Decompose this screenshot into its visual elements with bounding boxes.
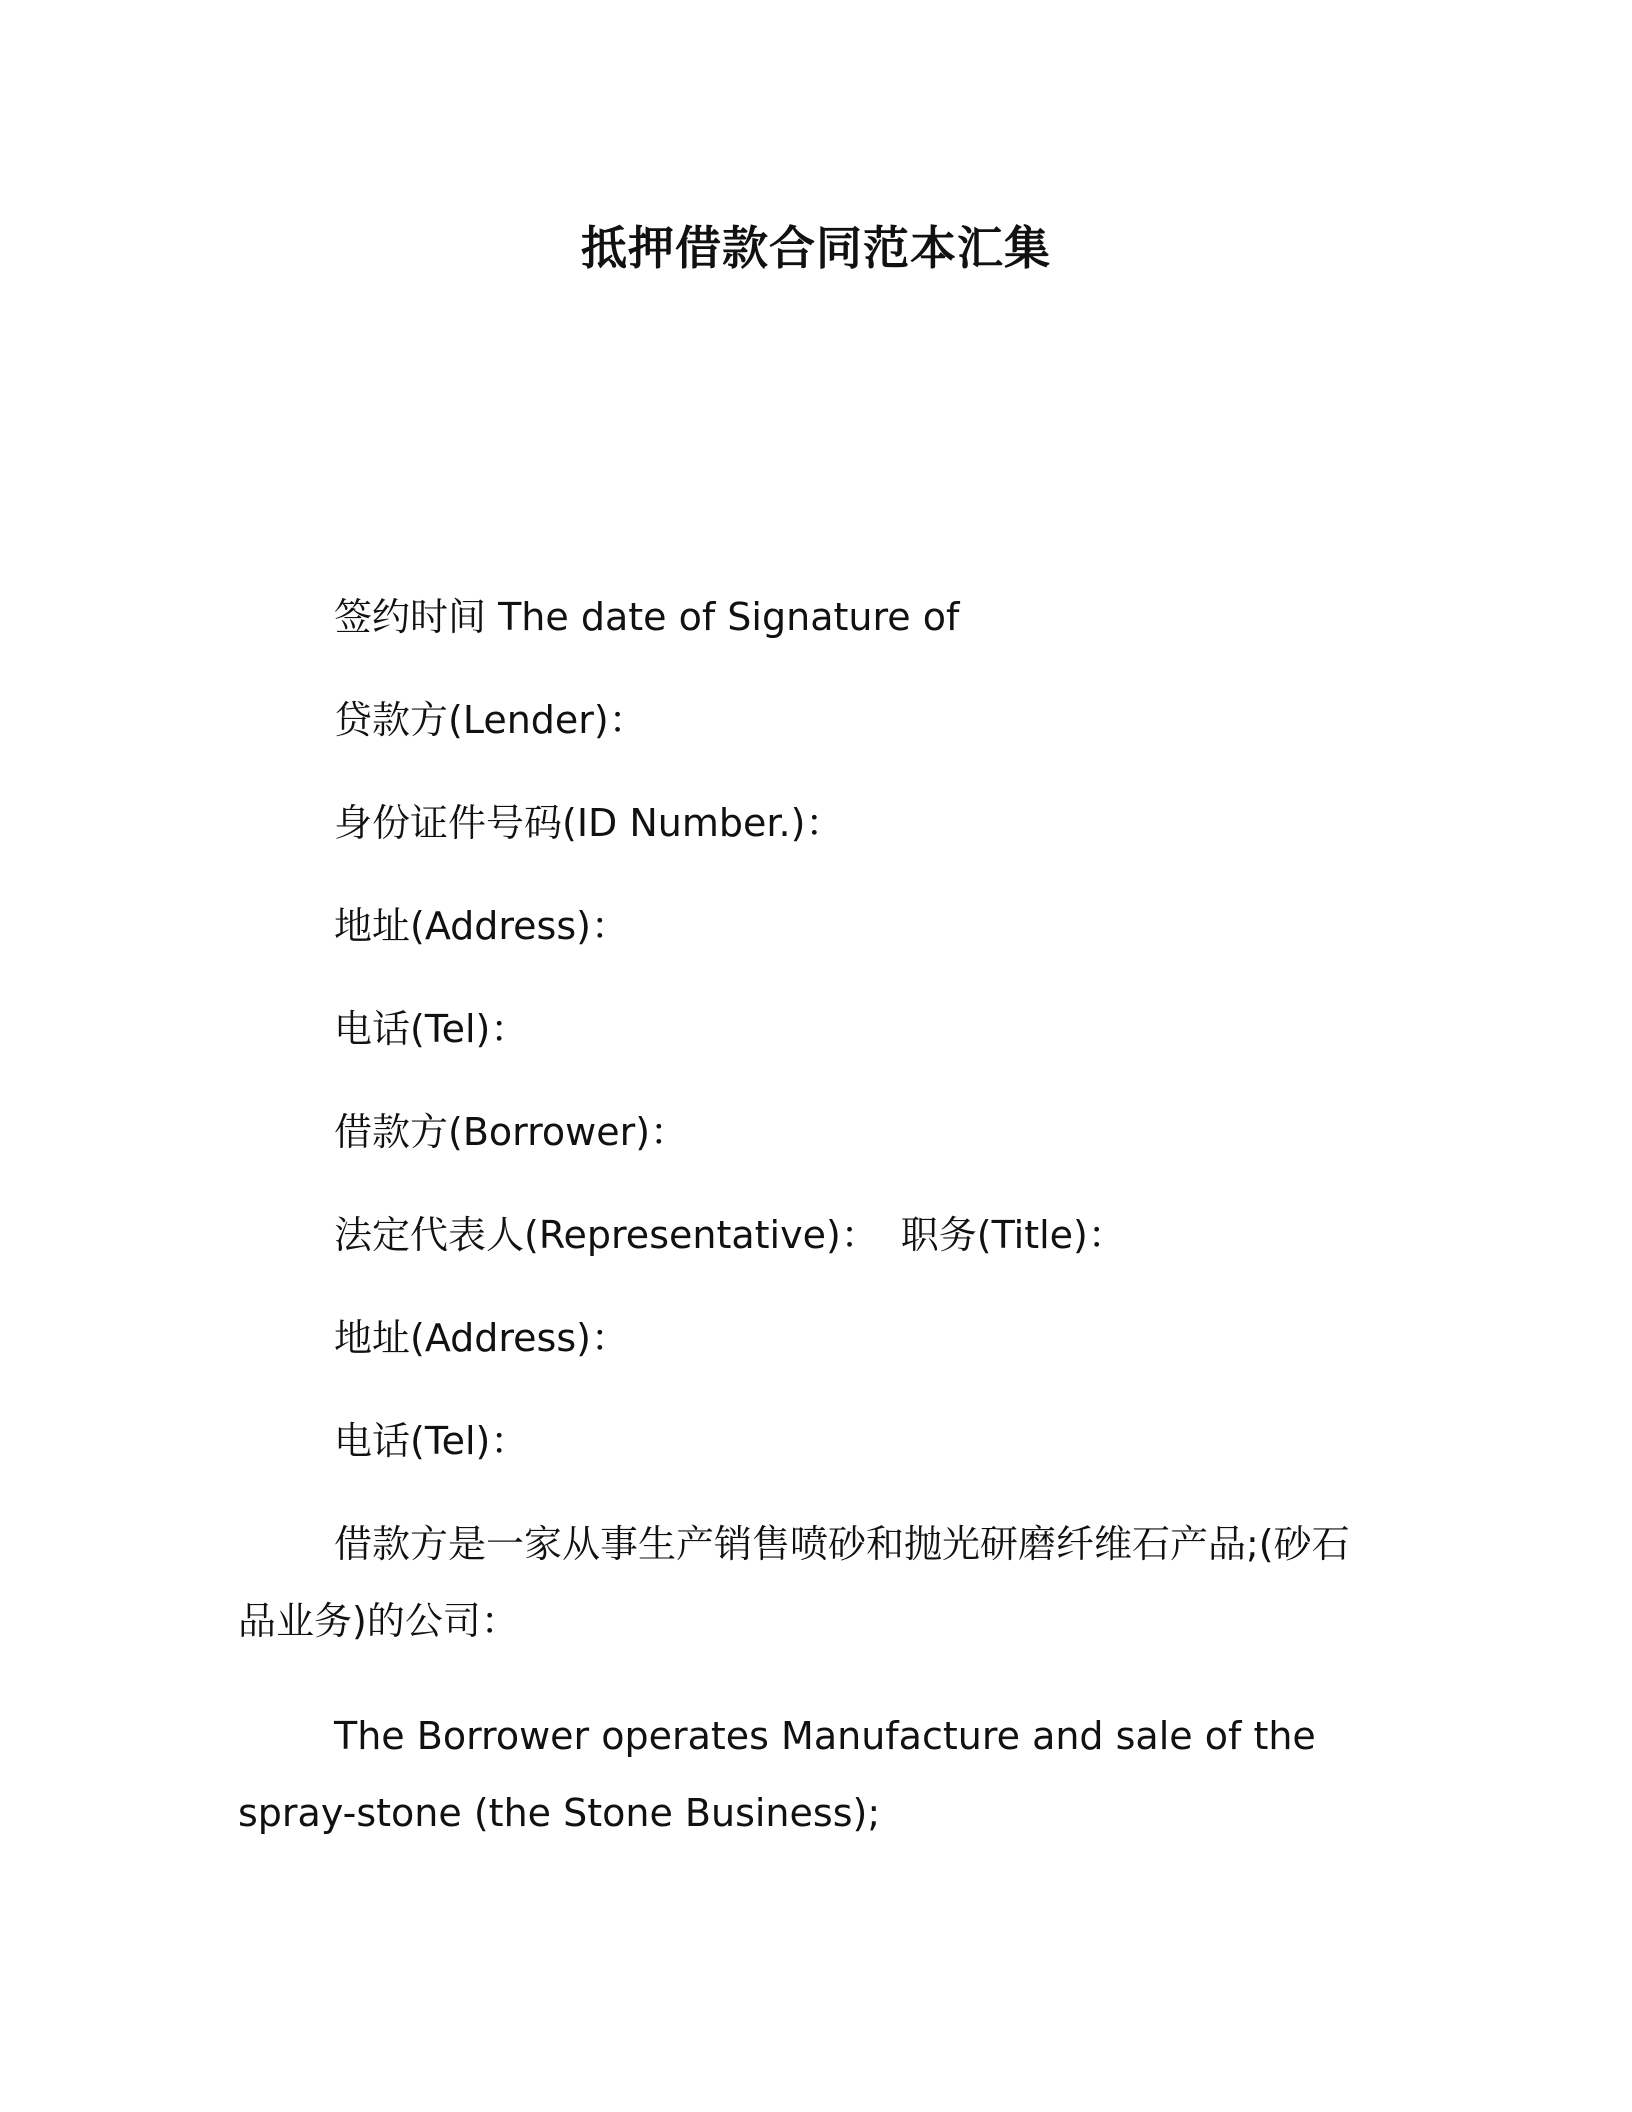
borrower-field: 借款方(Borrower)：: [334, 1110, 689, 1154]
business-description-en: The Borrower operates Manufacture and sale of the spray-stone (the Stone Business);: [238, 1714, 1316, 1835]
signature-date-field: 签约时间 The date of Signature of: [334, 595, 960, 639]
lender-address-field: 地址(Address)：: [334, 904, 629, 948]
business-description-zh: 借款方是一家从事生产销售喷砂和抛光研磨纤维石产品;(砂石品业务)的公司：: [238, 1522, 1350, 1643]
borrower-tel-field: 电话(Tel)：: [334, 1419, 529, 1463]
representative-row: [334, 1210, 1126, 1260]
document-title: 抵押借款合同范本汇集: [581, 221, 1051, 275]
title-label: 职务(Title)：: [900, 1213, 1126, 1257]
id-number-field: 身份证件号码(ID Number.)：: [334, 801, 844, 845]
lender-tel-field: 电话(Tel)：: [334, 1007, 529, 1051]
representative-label: 法定代表人(Representative)：: [334, 1213, 879, 1257]
borrower-address-field: 地址(Address)：: [334, 1316, 629, 1360]
lender-field: 贷款方(Lender)：: [334, 698, 647, 742]
